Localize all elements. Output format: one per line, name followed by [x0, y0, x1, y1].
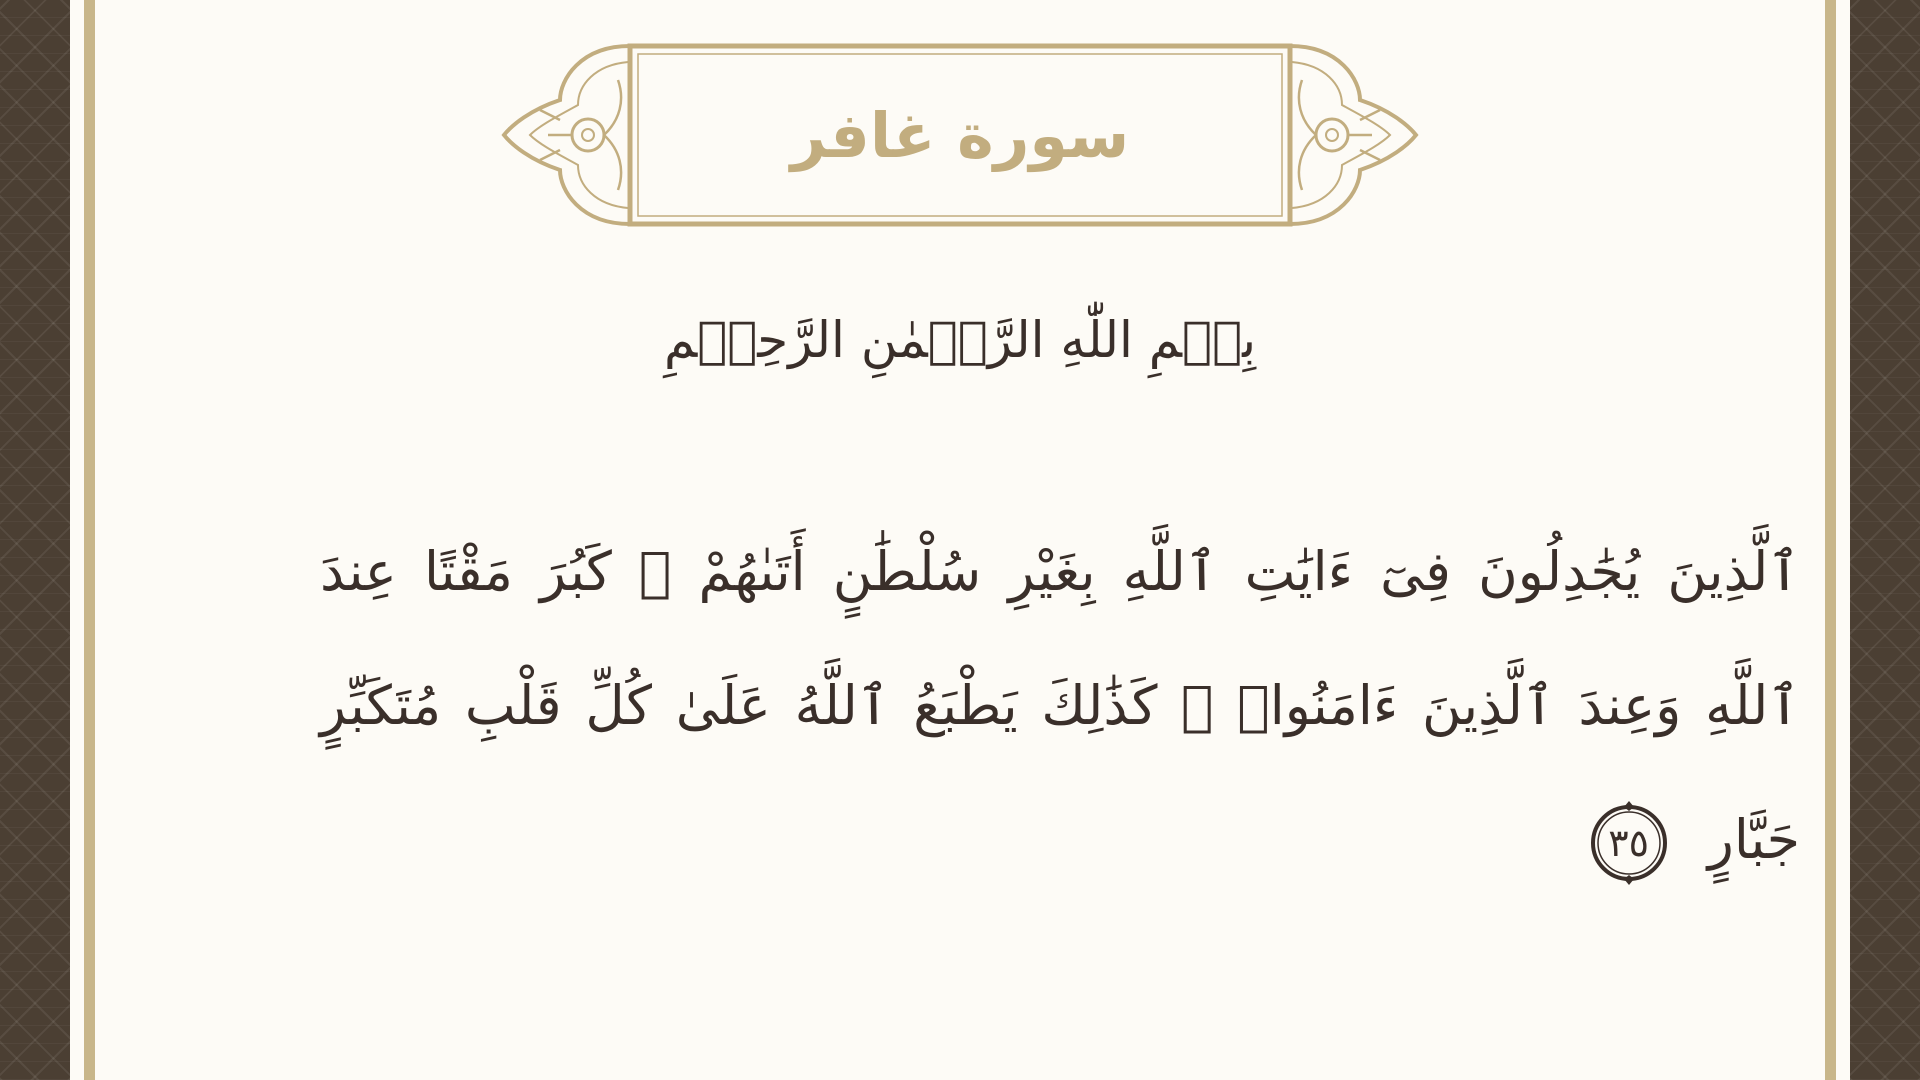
left-gold-rule: [84, 0, 95, 1080]
basmala: بِسۡمِ اللّٰهِ الرَّحۡمٰنِ الرَّحِيۡمِ: [664, 311, 1256, 369]
right-gold-rule: [1825, 0, 1836, 1080]
surah-title-frame: [500, 40, 1420, 230]
verse-number: ٣٥: [1608, 821, 1650, 866]
right-decorative-border: [1850, 0, 1920, 1080]
verse-number-marker: [1585, 799, 1673, 887]
surah-title: سورة غافر: [790, 98, 1130, 172]
verse-block: [320, 505, 1800, 907]
left-decorative-border: [0, 0, 70, 1080]
verse-text: ٱلَّذِينَ يُجَٰدِلُونَ فِىٓ ءَايَٰتِ ٱللَّهِ بِغَيْرِ سُلْطَٰنٍ أَتَىٰهُمْ ۖ كَبُرَ مَقْتًا عِندَ ٱللَّهِ وَعِندَ ٱلَّذِينَ ءَامَنُوا۟ ۚ كَذَٰلِكَ يَطْبَعُ ٱللَّهُ عَلَىٰ كُلِّ قَلْبِ مُتَكَبِّرٍ جَبَّارٍ: [320, 540, 1800, 871]
